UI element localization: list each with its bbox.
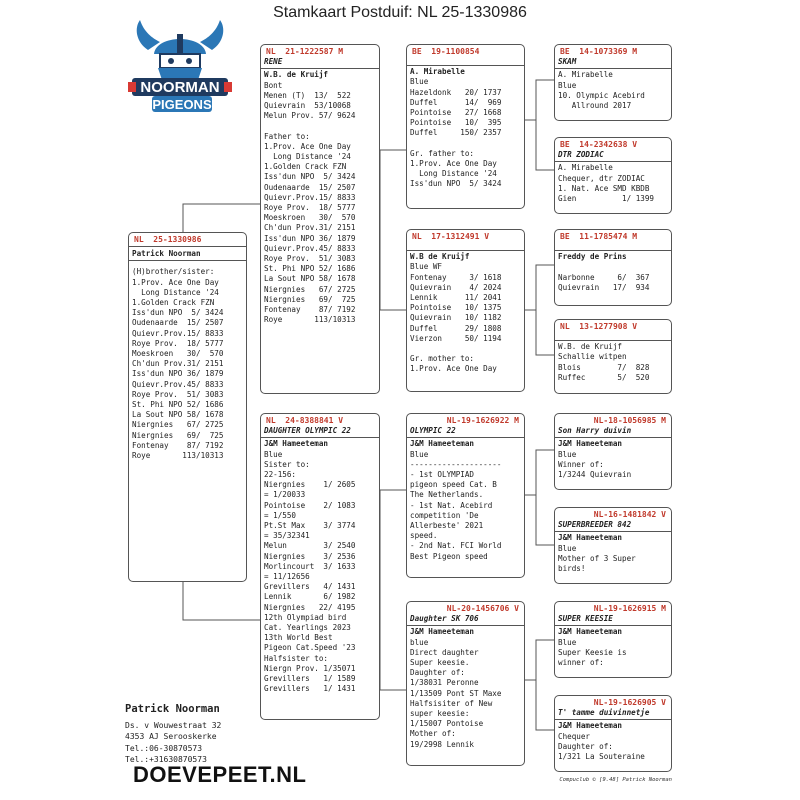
divider bbox=[407, 625, 524, 626]
owner-name: W.B. de Kruijf bbox=[264, 70, 329, 80]
pigeon-card-fff[interactable] bbox=[554, 44, 672, 121]
divider bbox=[407, 437, 524, 438]
pigeon-name: SUPER KEESIE bbox=[558, 614, 613, 624]
owner-name: J&M Hameeteman bbox=[558, 627, 623, 637]
ring-number: NL-16-1481842 V bbox=[593, 510, 666, 519]
ring-number: NL-18-1056985 M bbox=[593, 416, 666, 425]
owner-name: J&M Hameeteman bbox=[264, 439, 329, 449]
divider bbox=[555, 531, 671, 532]
ring-number: BE 11-1785474 M bbox=[560, 232, 638, 241]
ring-number: NL 24-8388841 V bbox=[266, 416, 344, 425]
pigeon-card-mother-mother[interactable] bbox=[406, 601, 525, 766]
pigeon-details: Blue Mother of 3 Super birds! bbox=[558, 543, 636, 574]
pigeon-card-mff[interactable] bbox=[554, 413, 672, 490]
pigeon-card-fmf[interactable] bbox=[554, 229, 672, 306]
pigeon-details: Schallie witpen Blois 7/ 828 Ruffec 5/ 520 bbox=[558, 352, 650, 382]
owner-name: J&M Hameeteman bbox=[558, 439, 623, 449]
pigeon-name: DAUGHTER OLYMPIC 22 bbox=[264, 426, 351, 436]
divider bbox=[555, 250, 671, 251]
pigeon-card-mother-father[interactable] bbox=[406, 413, 525, 578]
pigeon-details: Blue Hazeldonk 20/ 1737 Duffel 14/ 969 Pointoise 27/ 1668 Pointoise 10/ 395 Duffel 150/ 2357 Gr. father to: 1.Prov. Ace One Day Long Distance '24 Iss'dun NPO 5/ 3424 bbox=[410, 77, 502, 189]
pigeon-details: blue Direct daughter Super keesie. Daughter of: 1/38031 Peronne 1/13509 Pont ST Maxe Halfsisiter of New super keesie: 1/15007 Pontoise Mother of: 19/2998 Lennik bbox=[410, 637, 502, 749]
divider bbox=[261, 437, 379, 438]
pigeon-card-father-mother[interactable] bbox=[406, 229, 525, 392]
pigeon-name: DTR ZODIAC bbox=[558, 150, 604, 160]
pigeon-card-ffm[interactable] bbox=[554, 137, 672, 214]
owner-name: W.B de Kruijf bbox=[410, 252, 470, 262]
owner-name: A. Mirabelle bbox=[558, 70, 613, 80]
pigeon-details: Bont Menen (T) 13/ 522 Quievrain 53/10068 Melun Prov. 57/ 9624 Father to: 1.Prov. Ace One Day Long Distance '24 1.Golden Crack FZN Iss'dun NPO 5/ 3424 Oudenaarde 15/ 2507 Quievr.Prov.15/ 8833 Roye Prov. 18/ 5777 Moeskroen 30/ 570 Ch'dun Prov.31/ 2151 Iss'dun NPO 36/ 1879 Quievr.Prov.45/ 8833 Roye Prov. 51/ 3083 St. Phi NPO 52/ 1686 La Sout NPO 58/ 1678 Niergnies 67/ 2725 Niergnies 69/ 725 Fontenay 87/ 7192 Roye 113/10313 bbox=[264, 80, 356, 325]
pigeon-name: OLYMPIC 22 bbox=[410, 426, 456, 436]
page-title: Stamkaart Postduif: NL 25-1330986 bbox=[273, 4, 527, 21]
divider bbox=[555, 68, 671, 69]
logo-text-top: NOORMAN bbox=[140, 79, 220, 96]
pigeon-card-subject[interactable] bbox=[128, 232, 247, 582]
divider bbox=[555, 437, 671, 438]
divider bbox=[261, 68, 379, 69]
pigeon-details: Blue WF Fontenay 3/ 1618 Quievrain 4/ 2024 Lennik 11/ 2041 Pointoise 10/ 1375 Quievrain 10/ 1182 Duffel 29/ 1808 Vierzon 50/ 1194 Gr. mother to: 1.Prov. Ace One Day bbox=[410, 262, 502, 374]
pigeon-card-mother[interactable] bbox=[260, 413, 380, 720]
pigeon-card-mmm[interactable] bbox=[554, 695, 672, 772]
watermark: DOEVEPEET.NL bbox=[133, 762, 307, 787]
owner-name: J&M Hameeteman bbox=[410, 439, 475, 449]
breeder-phone-intl: Tel.:+31630870573 bbox=[125, 754, 207, 764]
breeder-address-street: Ds. v Wouwestraat 32 bbox=[125, 721, 222, 731]
pigeon-details: Chequer Daughter of: 1/321 La Souteraine bbox=[558, 731, 645, 762]
pigeon-card-mmf[interactable] bbox=[554, 601, 672, 678]
owner-name: Freddy de Prins bbox=[558, 252, 627, 262]
divider bbox=[555, 161, 671, 162]
divider bbox=[555, 719, 671, 720]
divider bbox=[407, 65, 524, 66]
owner-name: J&M Hameeteman bbox=[558, 721, 623, 731]
breeder-info bbox=[125, 704, 221, 765]
ring-number: NL 21-1222587 M bbox=[266, 47, 344, 56]
ring-number: NL 17-1312491 V bbox=[412, 232, 490, 241]
owner-name: Patrick Noorman bbox=[132, 249, 201, 259]
pigeon-card-fmm[interactable] bbox=[554, 319, 672, 394]
pigeon-card-father[interactable] bbox=[260, 44, 380, 394]
owner-name: A. Mirabelle bbox=[558, 163, 613, 173]
pigeon-name: SKAM bbox=[558, 57, 577, 67]
pigeon-details: Narbonne 6/ 367 Quievrain 17/ 934 bbox=[558, 272, 650, 292]
pigeon-name: Daughter SK 706 bbox=[410, 614, 479, 624]
ring-number: NL 25-1330986 bbox=[134, 235, 202, 244]
breeder-name: Patrick Noorman bbox=[125, 703, 220, 715]
pigeon-name: Son Harry duivin bbox=[558, 426, 632, 436]
pigeon-name: SUPERBREEDER 842 bbox=[558, 520, 632, 530]
pigeon-details: Blue -------------------- - 1st OLYMPIAD pigeon speed Cat. B The Netherlands. - 1st Nat. Acebird competition 'De Allerbeste' 2021 speed. - 2nd Nat. FCI World Best Pigeon speed bbox=[410, 449, 502, 561]
pigeon-card-father-father[interactable] bbox=[406, 44, 525, 209]
breeder-address-city: 4353 AJ Serooskerke bbox=[125, 732, 217, 742]
pigeon-name: T' tamme duivinnetje bbox=[558, 708, 650, 718]
breeder-phone: Tel.:06-30870573 bbox=[125, 743, 203, 753]
ring-number: NL-20-1456706 V bbox=[446, 604, 519, 613]
pigeon-card-mfm[interactable] bbox=[554, 507, 672, 584]
pigeon-details: Blue Super Keesie is winner of: bbox=[558, 637, 627, 668]
pigeon-details: Blue Sister to: 22-156: Niergnies 1/ 2605 = 1/20033 Pointoise 2/ 1083 = 1/550 Pt.St Max 3/ 3774 = 35/32341 Melun 3/ 2540 Niergnies 3/ 2536 Morlincourt 3/ 1633 = 11/12656 Grevillers 4/ 1431 Lennik 6/ 1982 Niergnies 22/ 4195 12th Olympiad bird Cat. Yearlings 2023 13th World Best Pigeon Cat.Speed '23 Halfsister to: Niergn Prov. 1/35071 Grevillers 1/ 1589 Grevillers 1/ 1431 bbox=[264, 449, 356, 694]
pigeon-name: RENE bbox=[264, 57, 283, 67]
owner-name: J&M Hameeteman bbox=[410, 627, 475, 637]
ring-number: BE 14-1073369 M bbox=[560, 47, 638, 56]
ring-number: NL-19-1626922 M bbox=[446, 416, 519, 425]
divider bbox=[129, 260, 246, 261]
owner-name: W.B. de Kruijf bbox=[558, 342, 623, 352]
owner-name: J&M Hameeteman bbox=[558, 533, 623, 543]
logo-text-bottom: PIGEONS bbox=[152, 97, 212, 112]
footer-credit: Compuclub © [9.48] Patrick Noorman bbox=[559, 777, 672, 783]
ring-number: BE 19-1100854 bbox=[412, 47, 480, 56]
ring-number: BE 14-2342638 V bbox=[560, 140, 638, 149]
ring-number: NL-19-1626905 V bbox=[593, 698, 666, 707]
ring-number: NL 13-1277908 V bbox=[560, 322, 638, 331]
ring-number: NL-19-1626915 M bbox=[593, 604, 666, 613]
pigeon-details: Blue Winner of: 1/3244 Quievrain bbox=[558, 449, 632, 480]
divider bbox=[555, 625, 671, 626]
pigeon-details: Blue 10. Olympic Acebird Allround 2017 bbox=[558, 80, 645, 111]
divider bbox=[407, 250, 524, 251]
pigeon-details: (H)brother/sister: 1.Prov. Ace One Day Long Distance '24 1.Golden Crack FZN Iss'dun NPO 5/ 3424 Oudenaarde 15/ 2507 Quievr.Prov.15/ 8833 Roye Prov. 18/ 5777 Moeskroen 30/ 570 Ch'dun Prov.31/ 2151 Iss'dun NPO 36/ 1879 Quievr.Prov.45/ 8833 Roye Prov. 51/ 3083 St. Phi NPO 52/ 1686 La Sout NPO 58/ 1678 Niergnies 67/ 2725 Niergnies 69/ 725 Fontenay 87/ 7192 Roye 113/10313 bbox=[132, 267, 224, 461]
divider bbox=[129, 246, 246, 247]
pigeon-details: Chequer, dtr ZODIAC 1. Nat. Ace SMD KBDB Gien 1/ 1399 bbox=[558, 173, 655, 204]
divider bbox=[555, 340, 671, 341]
owner-name: A. Mirabelle bbox=[410, 67, 465, 77]
